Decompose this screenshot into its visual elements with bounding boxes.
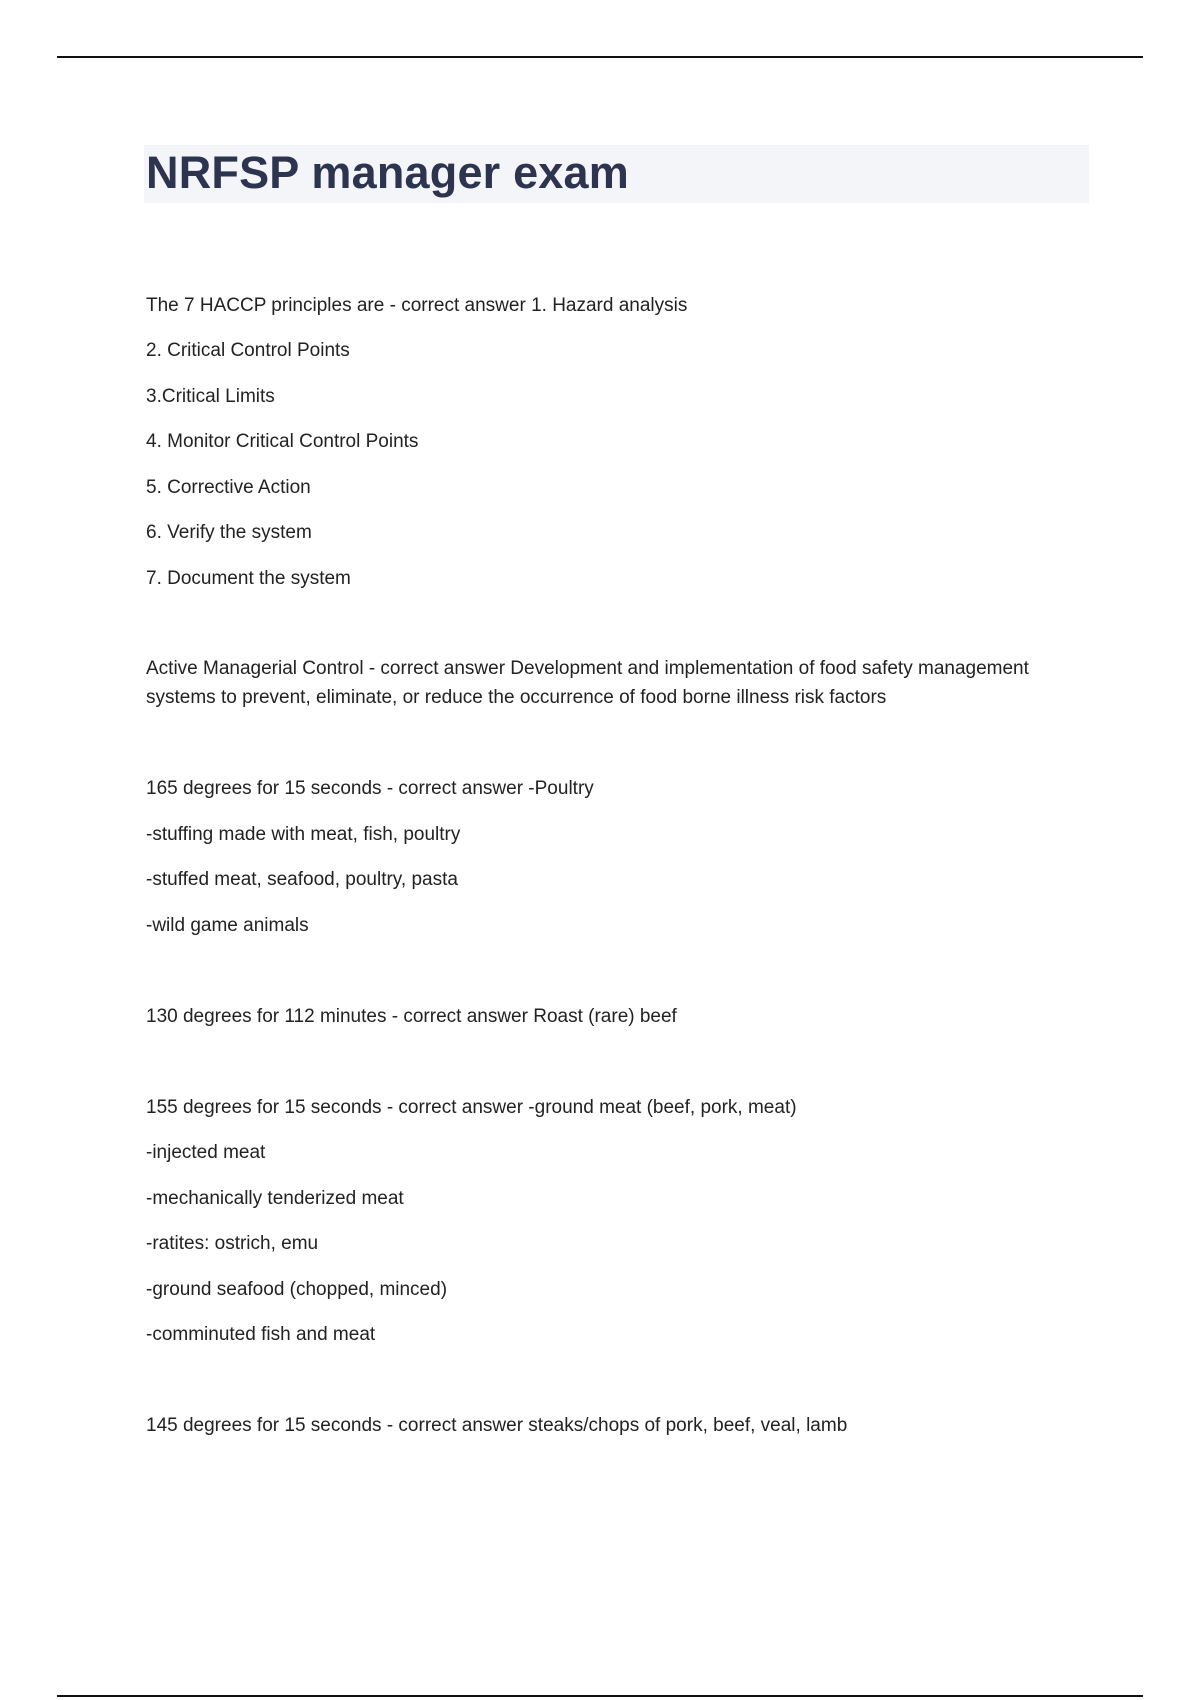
temp155-question: 155 degrees for 15 seconds - correct answer -ground meat (beef, pork, meat) bbox=[146, 1097, 797, 1118]
haccp-item: 5. Corrective Action bbox=[146, 477, 311, 498]
bottom-rule bbox=[57, 1695, 1143, 1697]
haccp-item: 4. Monitor Critical Control Points bbox=[146, 431, 419, 452]
haccp-item: 2. Critical Control Points bbox=[146, 340, 350, 361]
temp155-item: -injected meat bbox=[146, 1142, 266, 1163]
temp165-item: -wild game animals bbox=[146, 915, 309, 936]
temp145-question: 145 degrees for 15 seconds - correct answer steaks/chops of pork, beef, veal, lamb bbox=[146, 1415, 848, 1436]
haccp-item: 3.Critical Limits bbox=[146, 386, 275, 407]
haccp-item: 6. Verify the system bbox=[146, 522, 312, 543]
haccp-question: The 7 HACCP principles are - correct answer 1. Hazard analysis bbox=[146, 295, 688, 316]
temp165-item: -stuffing made with meat, fish, poultry bbox=[146, 824, 461, 845]
haccp-item: 7. Document the system bbox=[146, 568, 351, 589]
page-title: NRFSP manager exam bbox=[146, 147, 629, 198]
top-rule bbox=[57, 56, 1143, 58]
temp130-question: 130 degrees for 112 minutes - correct answer Roast (rare) beef bbox=[146, 1006, 677, 1027]
amc-paragraph: Active Managerial Control - correct answer Development and implementation of food safety management systems to prevent, eliminate, or reduce the occurrence of food borne illness risk factors bbox=[146, 658, 1029, 708]
temp155-item: -mechanically tenderized meat bbox=[146, 1188, 404, 1209]
temp165-question: 165 degrees for 15 seconds - correct answer -Poultry bbox=[146, 778, 594, 799]
temp155-item: -ground seafood (chopped, minced) bbox=[146, 1279, 448, 1300]
temp165-item: -stuffed meat, seafood, poultry, pasta bbox=[146, 869, 458, 890]
temp155-item: -comminuted fish and meat bbox=[146, 1324, 376, 1345]
temp155-item: -ratites: ostrich, emu bbox=[146, 1233, 319, 1254]
